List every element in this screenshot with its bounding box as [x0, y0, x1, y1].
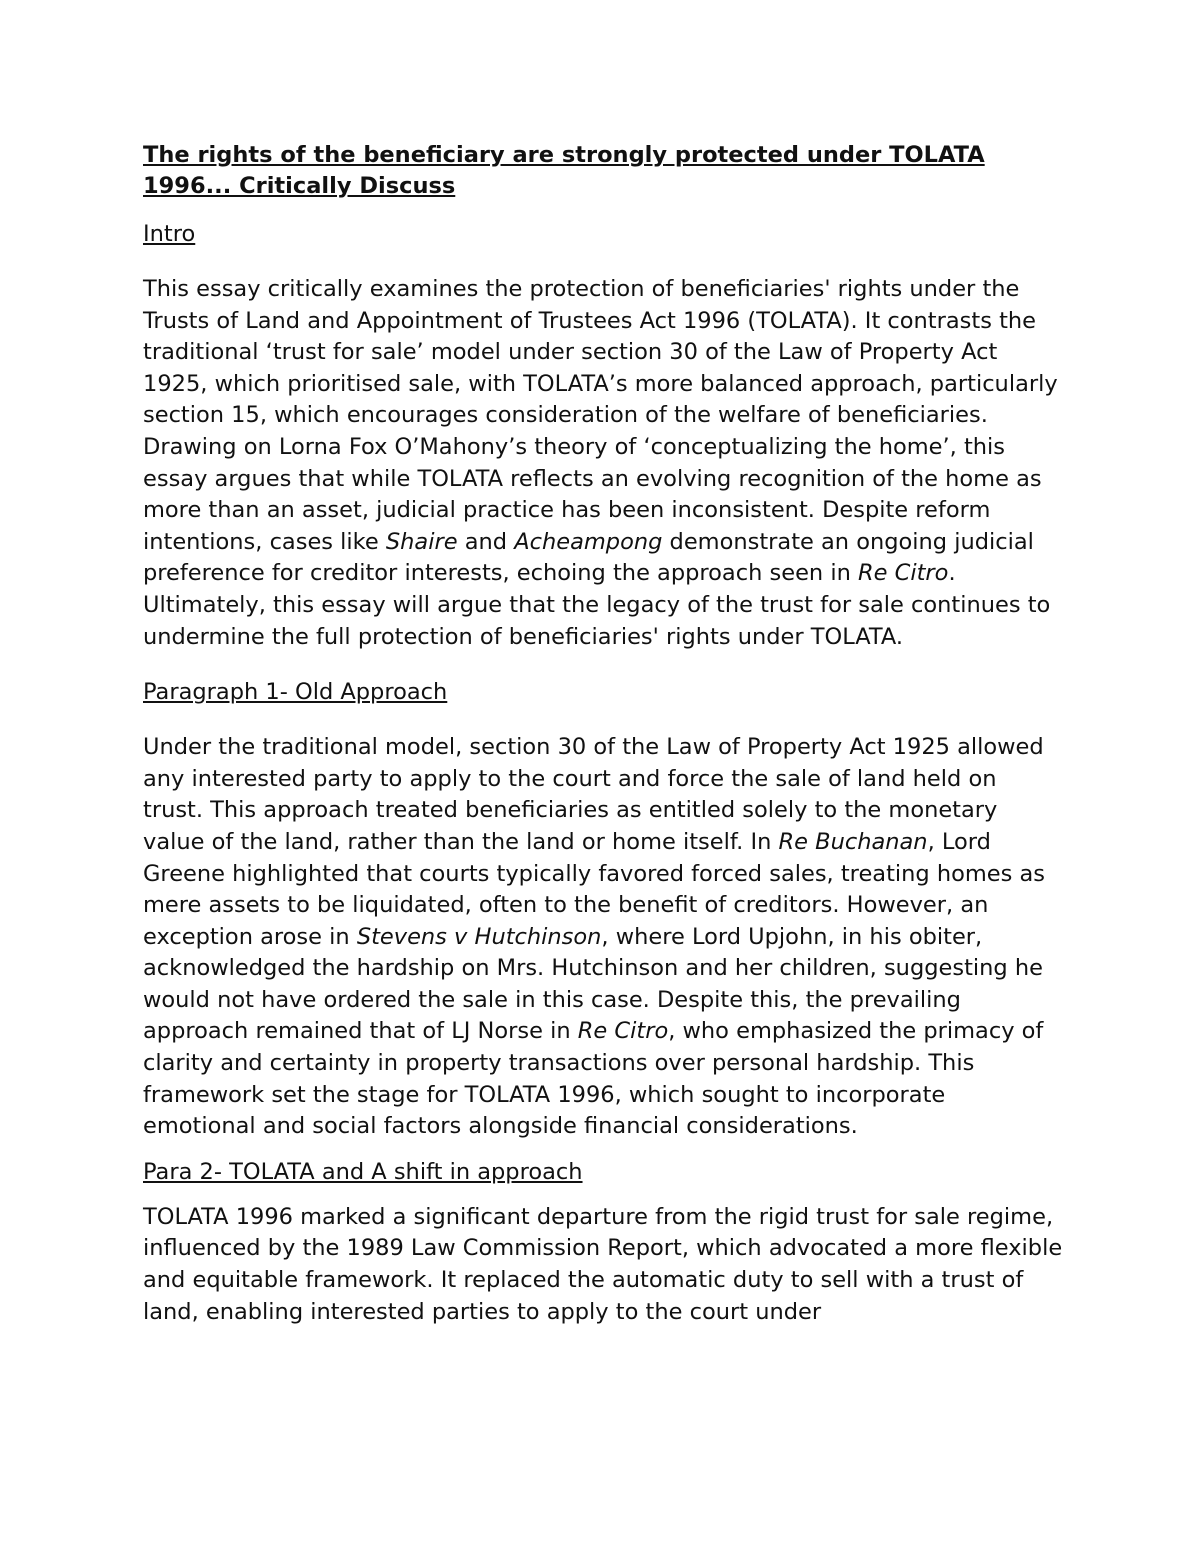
section-body-paragraph-2 — [143, 1202, 1063, 1328]
case-name: Shaire — [385, 528, 458, 555]
case-name: Re Buchanan — [778, 828, 928, 855]
case-name: Re Citro — [858, 560, 949, 587]
text-run: , who emphasized the primacy of clarity and certainty in property transactions over personal hardship. This framework set the stage for TOLATA 1996, which sought to incorporate emotional and social factors alongside financial considerations. — [143, 1018, 1044, 1140]
section-heading-paragraph-1: Paragraph 1- Old Approach — [143, 679, 448, 706]
document-title: The rights of the beneficiary are strongly protected under TOLATA 1996... Critically Discuss — [143, 142, 985, 199]
case-name: Re Citro — [577, 1018, 669, 1045]
section-body-intro — [143, 274, 1063, 653]
text-run: , Lord Greene highlighted that courts typically favored forced sales, treating homes as mere assets to be liquidated, often to the benefit of creditors. However, an exception arose in — [143, 828, 1046, 950]
text-run: Under the traditional model, section 30 of the Law of Property Act 1925 allowed any interested party to apply to the court and force the sale of land held on trust. This approach treated beneficiaries as entitled solely to the monetary value of the land, rather than the land or home itself. In — [143, 734, 1044, 855]
section-body-paragraph-1 — [143, 732, 1063, 1143]
text-run: demonstrate an ongoing judicial preference for creditor interests, echoing the approach seen in — [143, 528, 1034, 587]
section-heading-intro: Intro — [143, 221, 196, 247]
text-run: TOLATA 1996 marked a significant departure from the rigid trust for sale regime, influenced by the 1989 Law Commission Report, which advocated a more flexible and equitable framework. It replaced the automatic duty to sell with a trust of land, enabling interested parties to apply to the court under — [143, 1203, 1063, 1325]
text-run: and — [457, 528, 515, 555]
document-page — [143, 140, 1063, 1328]
text-run: This essay critically examines the protection of beneficiaries' rights under the Trusts of Land and Appointment of Trustees Act 1996 (TOLATA). It contrasts the traditional ‘trust for sale’ model under section 30 of the Law of Property Act 1925, which prioritised sale, with TOLATA’s more balanced approach, particularly section 15, which encourages consideration of the welfare of beneficiaries. Drawing on Lorna Fox O’Mahony’s theory of ‘conceptualizing the home’, this essay argues that while TOLATA reflects an evolving recognition of the home as more than an asset, judicial practice has been inconsistent. Despite reform intentions, cases like — [143, 276, 1058, 555]
section-heading-paragraph-2: Para 2- TOLATA and A shift in approach — [143, 1158, 583, 1185]
case-name: Stevens v Hutchinson — [356, 923, 602, 950]
text-run: . Ultimately, this essay will argue that the legacy of the trust for sale continues to undermine the full protection of beneficiaries' rights under TOLATA. — [143, 560, 1051, 650]
case-name: Acheampong — [514, 528, 663, 555]
text-run: , where Lord Upjohn, in his obiter, acknowledged the hardship on Mrs. Hutchinson and her children, suggesting he would not have ordered the sale in this case. Despite this, the prevailing approach remained that of LJ Norse in — [143, 923, 1043, 1045]
